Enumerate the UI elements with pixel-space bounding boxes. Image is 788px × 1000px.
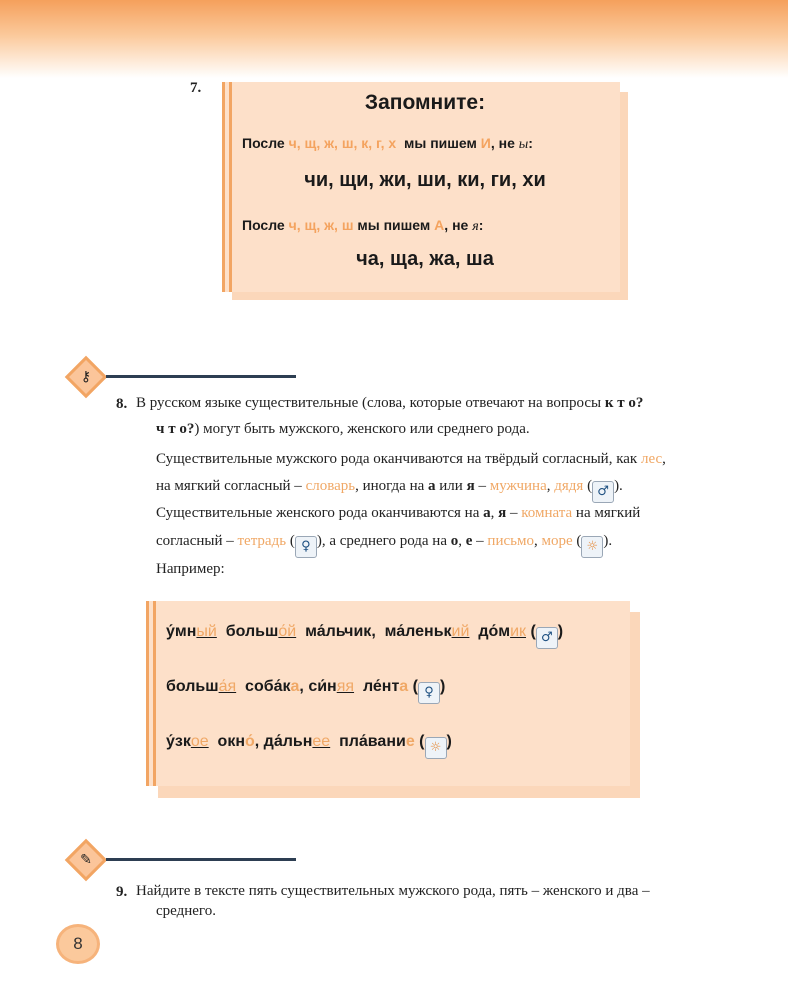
- ex8-text-4b: , а среднего рода на: [321, 533, 447, 549]
- ex8-text-2c: , иногда на: [355, 478, 425, 494]
- exercise-8-line-5: Существительные женского рода оканчиваются на а, я – комната на мягкий: [156, 505, 641, 521]
- exercise-8-line-1: [136, 390, 730, 416]
- ex-l3-w3-end: ее: [312, 733, 331, 750]
- section-divider-9: [106, 858, 296, 861]
- ex-l2-w3-stem: , си́н: [299, 678, 337, 695]
- ex-l3-w2-stem: окн: [217, 733, 245, 750]
- ex8-letter-a-2: а: [483, 505, 491, 521]
- ex8-word-dyadya: дядя: [554, 478, 584, 494]
- rule-1-letter: И: [480, 135, 491, 151]
- remember-title: Запомните:: [364, 91, 486, 114]
- top-gradient-band: [0, 0, 788, 78]
- ex8-word-muzhchina: мужчина: [489, 478, 547, 494]
- ex8-dash-2: –: [509, 505, 518, 521]
- exercise-8-line-4: на мягкий согласный – словарь, иногда на а или я – мужчина, дядя ( ♂ ).: [156, 473, 730, 503]
- rule-1: После ч, щ, ж, ш, к, г, х мы пишем И, не ы:: [242, 135, 533, 152]
- section-divider-8: [106, 375, 296, 378]
- ex-l1-w5-stem: до́м: [478, 623, 511, 640]
- ex8-word-more: море: [541, 533, 573, 549]
- ex-l3-w3-stem: , да́льн: [254, 733, 313, 750]
- ex8-text-3a: Существительные женского рода оканчиваются на: [156, 505, 480, 521]
- ex-l2-w2-end: а: [290, 678, 300, 695]
- example-line-3: у́зкое окно́, да́льнее пла́вание ( ☼ ): [166, 733, 452, 759]
- rule-2-suffix: не: [452, 217, 469, 233]
- sun-neuter-icon: ☼: [581, 536, 603, 558]
- ex-l1-w5-end: ик: [510, 623, 527, 640]
- ex-l1-w2-stem: больш: [225, 623, 279, 640]
- ex8-word-slovar: словарь: [305, 478, 356, 494]
- female-gender-icon-2: ♀: [418, 682, 440, 704]
- rule-2: После ч, щ, ж, ш мы пишем А, не я:: [242, 217, 484, 234]
- male-gender-icon-2: ♂: [536, 627, 558, 649]
- exercise-8-line-6: согласный – тетрадь ( ♀ ), а среднего рода на о, е – письмо, море ( ☼ ).: [156, 528, 730, 558]
- ex-l1-w4-end: ий: [451, 623, 470, 640]
- rule-1-letters: ч, щ, ж, ш, к, г, х: [288, 135, 397, 151]
- rule-1-suffix: не: [498, 135, 515, 151]
- rule-2-middle: мы пишем: [357, 217, 431, 233]
- box-left-stripes: [222, 82, 232, 292]
- ex8-word-pismo: письмо: [487, 533, 534, 549]
- ex8-question-chto: ч т о?: [156, 421, 195, 437]
- ex-l3-w1-stem: у́зк: [166, 733, 191, 750]
- ex-l3-w4-end: е: [405, 733, 415, 750]
- sun-neuter-icon-2: ☼: [425, 737, 447, 759]
- rule-1-alt: ы: [518, 137, 529, 152]
- example-box-left-stripes: [146, 601, 156, 786]
- ex8-letter-o: о: [450, 533, 459, 549]
- ex-l3-w2-end: о́: [245, 733, 255, 750]
- ex8-text-ili: или: [439, 478, 463, 494]
- ex8-text-1a: В русском языке существительные (слова, которые отвечают на вопросы: [136, 395, 602, 411]
- ex-l1-w3: ма́льчик,: [305, 623, 376, 640]
- ex8-text-2a: Существительные мужского рода оканчиваются на твёрдый согласный, как: [156, 451, 638, 467]
- ex-l1-w1-stem: у́мн: [166, 623, 197, 640]
- ex8-word-komnata: комната: [521, 505, 573, 521]
- rule-2-letters: ч, щ, ж, ш: [288, 217, 354, 233]
- ex-l2-w1-end: а́я: [218, 678, 237, 695]
- female-gender-icon: ♀: [295, 536, 317, 558]
- rule-2-alt: я: [472, 219, 479, 234]
- ex8-letter-ya-2: я: [498, 505, 507, 521]
- ex-l2-w4-end: а: [399, 678, 409, 695]
- rule-1-middle: мы пишем: [404, 135, 477, 151]
- rule-1-prefix: После: [242, 135, 285, 151]
- ex-l2-w4-stem: ле́нт: [362, 678, 400, 695]
- exercise-9-line-1: Найдите в тексте пять существительных мужского рода, пять – женского и два –: [136, 883, 650, 899]
- ex-l2-w1-stem: больш: [166, 678, 219, 695]
- ex8-word-les: лес: [640, 451, 663, 467]
- ex8-dash-3: –: [476, 533, 484, 549]
- ex8-text-4a: согласный –: [156, 533, 234, 549]
- example-line-2: больша́я соба́ка, си́няя ле́нта ( ♀ ): [166, 678, 445, 704]
- example-box: [146, 601, 630, 786]
- ex-l3-w1-end: ое: [190, 733, 209, 750]
- ex-l1-w4-stem: ма́леньк: [384, 623, 452, 640]
- ex8-letter-ya: я: [466, 478, 475, 494]
- page-number-badge: 8: [56, 924, 100, 964]
- ex8-question-kto: к т о?: [604, 395, 644, 411]
- ex-l1-w2-end: о́й: [278, 623, 297, 640]
- ex8-dash: –: [478, 478, 486, 494]
- exercise-8-line-2: [156, 416, 730, 442]
- rule-2-syllables: ча, ща, жа, ша: [356, 248, 494, 270]
- ex8-text-1b: ) могут быть мужского, женского или среднего рода.: [194, 421, 530, 437]
- exercise-7-number: 7.: [190, 80, 202, 96]
- exercise-8-number: 8.: [116, 396, 128, 412]
- example-label: Например:: [156, 561, 225, 577]
- ex-l1-w1-end: ый: [196, 623, 217, 640]
- rule-2-prefix: После: [242, 217, 285, 233]
- ex8-text-2b: на мягкий согласный –: [156, 478, 302, 494]
- rule-2-letter: А: [434, 217, 445, 233]
- ex8-letter-e: е: [465, 533, 473, 549]
- rule-1-syllables: чи, щи, жи, ши, ки, ги, хи: [304, 169, 546, 191]
- ex8-text-3b: на мягкий: [575, 505, 641, 521]
- pencil-icon: ✎: [80, 852, 92, 868]
- male-gender-icon: ♂: [592, 481, 614, 503]
- example-line-1: у́мный большо́й ма́льчик, ма́ленький до́мик ( ♂ ): [166, 623, 563, 649]
- ex8-letter-a: а: [428, 478, 436, 494]
- remember-box: [222, 82, 620, 292]
- ex-l2-w3-end: яя: [336, 678, 355, 695]
- ex8-word-tetrad: тетрадь: [237, 533, 287, 549]
- exercise-9-line-2: среднего.: [156, 903, 216, 919]
- exercise-8-line-3: Существительные мужского рода оканчиваются на твёрдый согласный, как лес,: [156, 451, 666, 467]
- ex-l3-w4-stem: пла́вани: [339, 733, 406, 750]
- ex-l2-w2-stem: соба́к: [245, 678, 291, 695]
- exercise-9-number: 9.: [116, 884, 128, 900]
- key-icon: ⚷: [80, 369, 92, 385]
